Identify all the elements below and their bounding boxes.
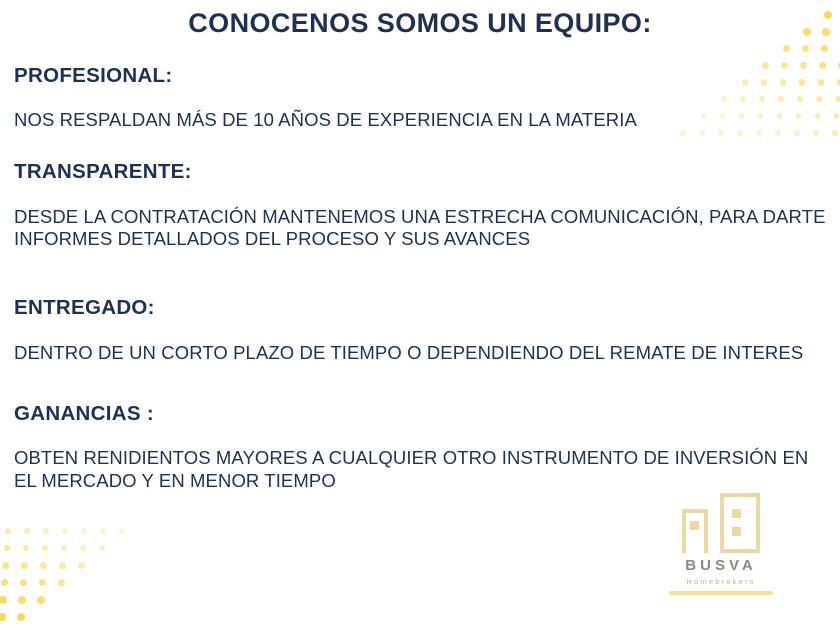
logo-tagline: Homebrokers <box>686 577 756 586</box>
section-entregado <box>0 296 840 365</box>
section-body: DENTRO DE UN CORTO PLAZO DE TIEMPO O DEPENDIENDO DEL REMATE DE INTERES <box>14 341 804 363</box>
section-body: OBTEN RENIDIENTOS MAYORES A CUALQUIER OTRO INSTRUMENTO DE INVERSIÓN EN EL MERCADO Y EN MENOR TIEMPO <box>14 447 809 491</box>
logo <box>656 491 786 596</box>
logo-underline <box>669 591 773 595</box>
logo-name: BUSVA <box>685 557 757 574</box>
section-heading: GANANCIAS : <box>14 402 154 426</box>
section-body: NOS RESPALDAN MÁS DE 10 AÑOS DE EXPERIENCIA EN LA MATERIA <box>14 109 637 131</box>
section-body: DESDE LA CONTRATACIÓN MANTENEMOS UNA ESTRECHA COMUNICACIÓN, PARA DARTE INFORMES DETALLADOS DEL PROCESO Y SUS AVANCES <box>14 205 826 250</box>
page-title: CONOCENOS SOMOS UN EQUIPO: <box>188 8 652 38</box>
section-heading: TRANSPARENTE: <box>14 159 192 183</box>
section-profesional <box>0 64 840 132</box>
building-icon <box>676 491 766 553</box>
section-transparente <box>0 160 840 251</box>
section-heading: PROFESIONAL: <box>14 64 173 88</box>
section-heading: ENTREGADO: <box>14 295 155 319</box>
section-ganancias <box>0 402 840 492</box>
